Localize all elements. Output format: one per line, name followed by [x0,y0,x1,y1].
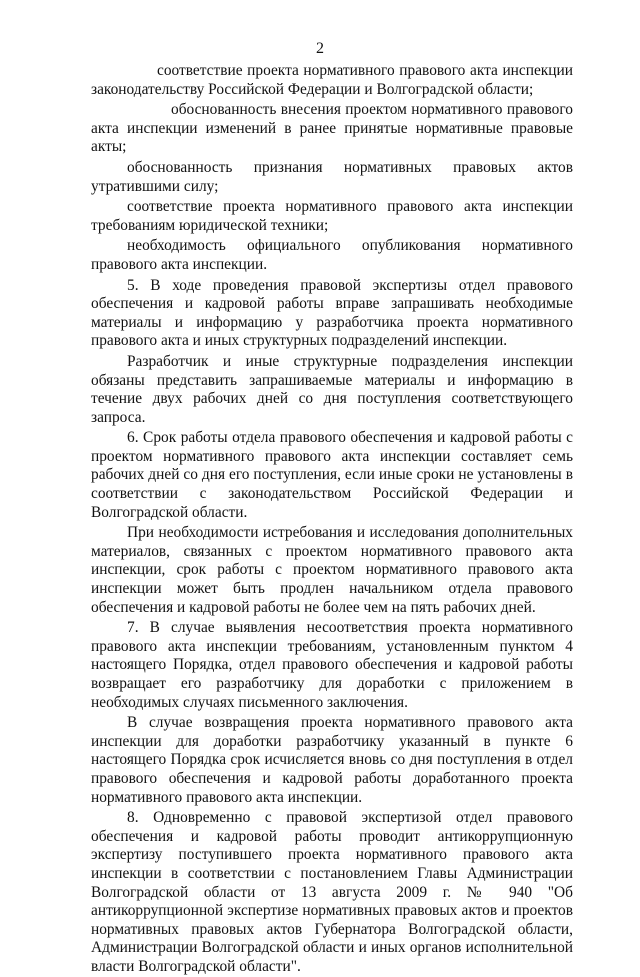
paragraph-item-8: 8. Одновременно с правовой экспертизой отдел правового обеспечения и кадровой работы проводит антикоррупционную экспертизу поступившего проекта нормативного правового акта инспекции в соответствии с постановлением Главы Администрации Волгоградской области от 13 августа 2009 г. № 940 "Об антикоррупционной экспертизе нормативных правовых актов и проектов нормативных правовых актов Губернатора Волгоградской области, Администрации Волгоградской области и иных органов исполнительной власти Волгоградской области". [91,809,573,975]
paragraph-compliance-legislation: соответствие проекта нормативного правового акта инспекции законодательству Российской Федерации и Волгоградской области; [91,62,573,98]
document-body [91,62,573,977]
paragraph-item-6: 6. Срок работы отдела правового обеспечения и кадровой работы с проектом нормативного правового акта инспекции составляет семь рабочих дней со дня его поступления, если иные сроки не установлены в соответствии с законодательством Российской Федерации и Волгоградской области. [91,429,573,521]
paragraph-extension: При необходимости истребования и исследования дополнительных материалов, связанных с проектом нормативного правового акта инспекции, срок работы с проектом нормативного правового акта инспекции может быть продлен начальником отдела правового обеспечения и кадровой работы не более чем на пять рабочих дней. [91,524,573,616]
paragraph-official-publication: необходимость официального опубликования нормативного правового акта инспекции. [91,237,573,273]
paragraph-legal-technique: соответствие проекта нормативного правового акта инспекции требованиям юридической техники; [91,198,573,234]
paragraph-item-7: 7. В случае выявления несоответствия проекта нормативного правового акта инспекции требованиям, установленным пунктом 4 настоящего Порядка, отдел правового обеспечения и кадровой работы возвращает его разработчику для доработки с приложением в необходимых случаях письменного заключения. [91,619,573,711]
paragraph-justification-repeal: обоснованность признания нормативных правовых актов утратившими силу; [91,158,573,195]
page-number: 2 [316,40,324,57]
paragraph-justification-amendments: обоснованность внесения проектом нормативного правового акта инспекции изменений в ранее принятые нормативные правовые акты; [91,101,573,156]
paragraph-item-5: 5. В ходе проведения правовой экспертизы отдел правового обеспечения и кадровой работы вправе запрашивать необходимые материалы и информацию у разработчика проекта нормативного правового акта и иных структурных подразделений инспекции. [91,276,573,350]
paragraph-materials-deadline: Разработчик и иные структурные подразделения инспекции обязаны представить запрашиваемые материалы и информацию в течение двух рабочих дней со дня поступления соответствующего запроса. [91,352,573,426]
paragraph-return-for-revision: В случае возвращения проекта нормативного правового акта инспекции для доработки разработчику указанный в пункте 6 настоящего Порядка срок исчисляется вновь со дня поступления в отдел правового обеспечения и кадровой работы доработанного проекта нормативного правового акта инспекции. [91,714,573,806]
